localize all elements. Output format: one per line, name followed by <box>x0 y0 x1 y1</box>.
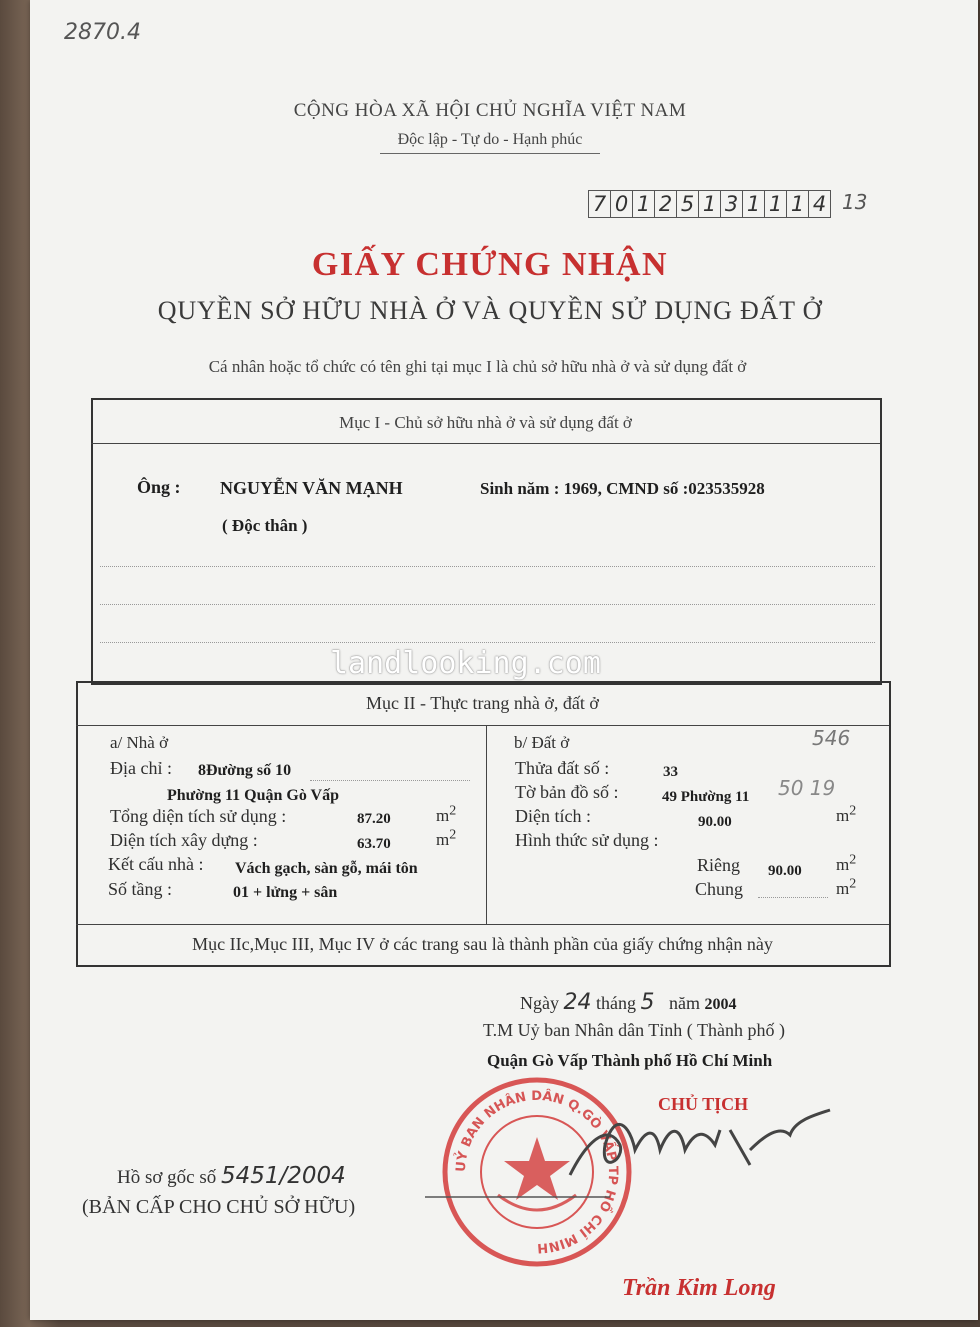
signature <box>420 1105 840 1205</box>
address-label: Địa chỉ : <box>110 758 172 778</box>
day-value: 24 <box>563 990 592 1015</box>
private-unit <box>836 852 857 875</box>
house-heading: a/ Nhà ở <box>110 733 169 752</box>
land-area-value: 90.00 <box>698 814 732 830</box>
authority-line2: Quận Gò Vấp Thành phố Hồ Chí Minh <box>487 1051 773 1070</box>
copy-note: (BẢN CẤP CHO CHỦ SỞ HỮU) <box>82 1196 356 1218</box>
certificate-subtitle: QUYỀN SỞ HỮU NHÀ Ở VÀ QUYỀN SỬ DỤNG ĐẤT Ở <box>157 296 823 325</box>
serial-digit-box: 1 <box>787 190 809 218</box>
dotted-line <box>100 604 875 605</box>
floors-label: Số tầng : <box>108 879 173 899</box>
structure-label: Kết cấu nhà : <box>108 854 204 874</box>
day-label: Ngày <box>520 993 559 1013</box>
land-area-unit <box>836 803 857 826</box>
dossier-number: 5451/2004 <box>221 1163 346 1189</box>
serial-digit-box: 7 <box>588 190 611 218</box>
intro-text: Cá nhân hoặc tổ chức có tên ghi tại mục I là chủ sở hữu nhà ở và sử dụng đất ở <box>208 357 747 376</box>
map-sheet-label: Tờ bản đồ số : <box>515 782 619 802</box>
serial-digit-box: 1 <box>699 190 721 218</box>
chairman-title: CHỦ TỊCH <box>658 1094 749 1114</box>
date-line <box>520 990 737 1015</box>
land-area-label: Diện tích : <box>515 806 591 826</box>
month-value: 5 <box>640 990 655 1015</box>
footer-note: Mục IIc,Mục III, Mục IV ở các trang sau là thành phần của giấy chứng nhận này <box>192 934 773 954</box>
serial-digit-box: 0 <box>611 190 633 218</box>
unit-m: m <box>436 806 450 825</box>
parcel-value: 33 <box>663 764 678 780</box>
land-heading: b/ Đất ở <box>514 733 570 752</box>
shared-label: Chung <box>695 879 744 899</box>
structure-value: Vách gạch, sàn gỗ, mái tôn <box>235 860 418 877</box>
dotted-line <box>100 642 875 643</box>
serial-suffix: 13 <box>842 190 868 214</box>
corner-handwritten-note: 2870.4 <box>64 20 141 45</box>
month-label: tháng <box>596 993 636 1013</box>
shared-unit <box>836 876 857 899</box>
dossier-line <box>117 1163 346 1189</box>
authority-line1: T.M Uỷ ban Nhân dân Tỉnh ( Thành phố ) <box>483 1020 785 1040</box>
year-label: năm <box>669 993 700 1013</box>
section2-footer-line <box>76 924 889 925</box>
marital-status: ( Độc thân ) <box>222 516 308 535</box>
year-value: 2004 <box>704 996 737 1013</box>
owner-name: NGUYỄN VĂN MẠNH <box>220 478 403 498</box>
dossier-label: Hồ sơ gốc số <box>117 1167 217 1188</box>
serial-digit-box: 1 <box>743 190 765 218</box>
serial-digit-box: 4 <box>809 190 831 218</box>
address-line1: 8Đường số 10 <box>198 762 292 779</box>
unit-m: m <box>836 855 850 874</box>
unit-m: m <box>836 806 850 825</box>
motto: Độc lập - Tự do - Hạnh phúc <box>397 131 583 148</box>
section1-heading: Mục I - Chủ sở hữu nhà ở và sử dụng đất ở <box>339 413 632 432</box>
section2-heading-line <box>76 725 889 726</box>
section1-heading-line <box>91 443 880 444</box>
dotted-line <box>100 566 875 567</box>
private-value: 90.00 <box>768 863 802 879</box>
unit-exp: 2 <box>849 803 857 819</box>
unit-exp: 2 <box>449 803 457 819</box>
dotted-line <box>758 897 828 898</box>
owner-birth-id: Sinh năm : 1969, CMND số :023535928 <box>480 479 765 498</box>
watermark: landlooking.com <box>330 646 601 681</box>
usage-label: Hình thức sử dụng : <box>515 830 659 850</box>
total-area-unit <box>436 803 457 826</box>
parcel-label: Thửa đất số : <box>515 758 610 778</box>
unit-exp: 2 <box>849 876 857 892</box>
serial-digit-box: 1 <box>633 190 655 218</box>
serial-digit-box: 1 <box>765 190 787 218</box>
section2-column-divider <box>486 726 487 924</box>
republic-header: CỘNG HÒA XÃ HỘI CHỦ NGHĨA VIỆT NAM <box>293 100 687 121</box>
land-hand-note-2: 50 19 <box>778 776 836 800</box>
certificate-title: GIẤY CHỨNG NHẬN <box>311 246 669 283</box>
total-area-value: 87.20 <box>357 811 391 827</box>
serial-digit-box: 5 <box>677 190 699 218</box>
map-sheet-value: 49 Phường 11 <box>662 789 750 805</box>
unit-exp: 2 <box>849 852 857 868</box>
floors-value: 01 + lửng + sân <box>233 884 338 901</box>
build-area-label: Diện tích xây dựng : <box>110 830 258 850</box>
dotted-line <box>310 780 470 781</box>
seal-text: UỶ BAN NHÂN DÂN Q.GÒ VẤP TP HỒ CHÍ MINH <box>453 1088 621 1256</box>
salutation: Ông : <box>137 477 181 497</box>
serial-digit-box: 3 <box>721 190 743 218</box>
serial-digit-box: 2 <box>655 190 677 218</box>
serial-number-boxes <box>588 190 831 218</box>
motto-underline <box>380 153 600 154</box>
total-area-label: Tổng diện tích sử dụng : <box>110 806 287 826</box>
unit-exp: 2 <box>449 827 457 843</box>
build-area-unit <box>436 827 457 850</box>
unit-m: m <box>436 830 450 849</box>
land-hand-note-1: 546 <box>812 726 851 750</box>
build-area-value: 63.70 <box>357 836 391 852</box>
address-line2: Phường 11 Quận Gò Vấp <box>167 787 339 804</box>
unit-m: m <box>836 879 850 898</box>
section2-heading: Mục II - Thực trang nhà ở, đất ở <box>366 693 599 713</box>
private-label: Riêng <box>697 855 740 875</box>
signer-name: Trần Kim Long <box>622 1275 776 1301</box>
